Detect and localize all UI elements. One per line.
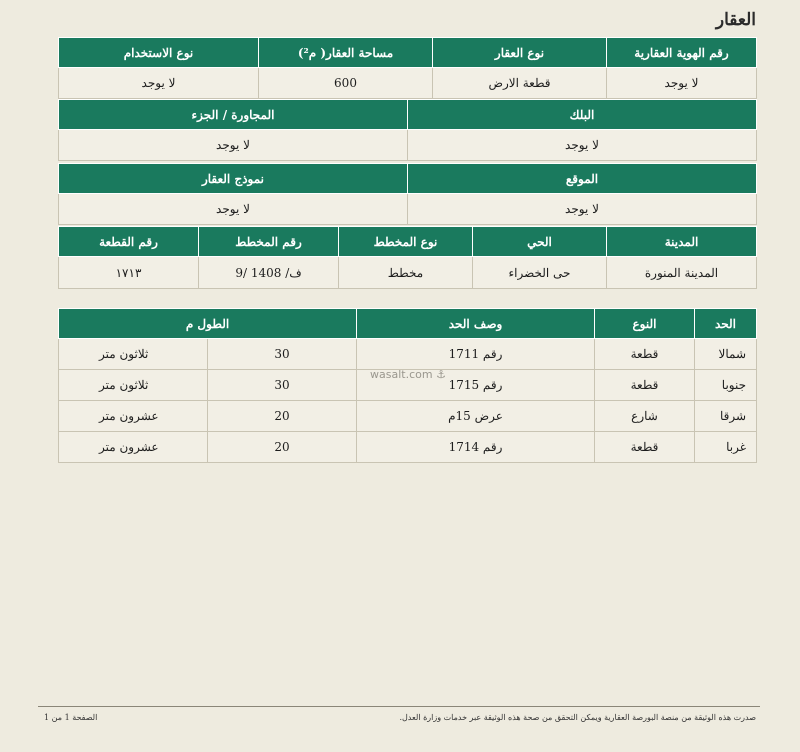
- table-row: [59, 432, 757, 463]
- boundary-length: 20: [208, 432, 357, 463]
- watermark: [370, 368, 446, 381]
- header-district: الحي: [473, 227, 607, 257]
- boundary-length: 30: [208, 339, 357, 370]
- header-block: البلك: [408, 100, 757, 130]
- location-table: [58, 163, 757, 225]
- header-length: الطول م: [59, 309, 357, 339]
- boundary-side: جنوبا: [695, 370, 757, 401]
- value-location: لا يوجد: [408, 194, 757, 225]
- boundary-type: شارع: [595, 401, 695, 432]
- value-property-area: 600: [259, 68, 433, 99]
- header-plan-number: رقم المخطط: [199, 227, 339, 257]
- header-property-type: نوع العقار: [433, 38, 607, 68]
- header-city: المدينة: [607, 227, 757, 257]
- header-location: الموقع: [408, 164, 757, 194]
- header-property-id: رقم الهوية العقارية: [607, 38, 757, 68]
- table-row: [59, 401, 757, 432]
- header-plan-type: نوع المخطط: [339, 227, 473, 257]
- block-table: [58, 99, 757, 161]
- value-neighborhood-part: لا يوجد: [59, 130, 408, 161]
- header-neighborhood-part: المجاورة / الجزء: [59, 100, 408, 130]
- boundary-type: قطعة: [595, 370, 695, 401]
- pin-icon: ⚓︎: [436, 368, 446, 381]
- footer-divider: [38, 706, 760, 707]
- boundary-type: قطعة: [595, 339, 695, 370]
- value-plan-number: ف/ 1408 /9: [199, 257, 339, 289]
- table-row: [59, 339, 757, 370]
- boundary-description: رقم 1715: [357, 370, 595, 401]
- plan-table: [58, 226, 757, 289]
- boundary-length-words: عشرون متر: [59, 401, 208, 432]
- section-title: العقار: [715, 10, 756, 30]
- header-boundary-description: وصف الحد: [357, 309, 595, 339]
- header-usage-type: نوع الاستخدام: [59, 38, 259, 68]
- boundaries-table: [58, 308, 757, 463]
- boundary-length: 30: [208, 370, 357, 401]
- header-boundary-type: النوع: [595, 309, 695, 339]
- boundary-length-words: عشرون متر: [59, 432, 208, 463]
- header-plot-number: رقم القطعة: [59, 227, 199, 257]
- boundary-type: قطعة: [595, 432, 695, 463]
- property-info-table: [58, 37, 757, 99]
- value-block: لا يوجد: [408, 130, 757, 161]
- value-plan-type: مخطط: [339, 257, 473, 289]
- boundary-length-words: ثلاثون متر: [59, 339, 208, 370]
- value-property-id: لا يوجد: [607, 68, 757, 99]
- page-number: الصفحة 1 من 1: [44, 713, 98, 722]
- header-property-area: مساحة العقار( م²): [259, 38, 433, 68]
- watermark-text: wasalt.com: [370, 368, 433, 381]
- value-property-type: قطعة الارض: [433, 68, 607, 99]
- header-property-model: نموذج العقار: [59, 164, 408, 194]
- boundary-description: رقم 1711: [357, 339, 595, 370]
- footer-note: صدرت هذه الوثيقة من منصة البورصة العقارية ويمكن التحقق من صحة هذه الوثيقة عبر خدمات وزارة العدل.: [399, 713, 756, 722]
- boundary-side: شرقا: [695, 401, 757, 432]
- header-boundary: الحد: [695, 309, 757, 339]
- boundary-description: عرض 15م: [357, 401, 595, 432]
- boundary-description: رقم 1714: [357, 432, 595, 463]
- boundary-length-words: ثلاثون متر: [59, 370, 208, 401]
- value-property-model: لا يوجد: [59, 194, 408, 225]
- boundary-side: شمالا: [695, 339, 757, 370]
- value-district: حى الخضراء: [473, 257, 607, 289]
- boundary-length: 20: [208, 401, 357, 432]
- value-city: المدينة المنورة: [607, 257, 757, 289]
- boundary-side: غربا: [695, 432, 757, 463]
- value-usage-type: لا يوجد: [59, 68, 259, 99]
- value-plot-number: ١٧١٣: [59, 257, 199, 289]
